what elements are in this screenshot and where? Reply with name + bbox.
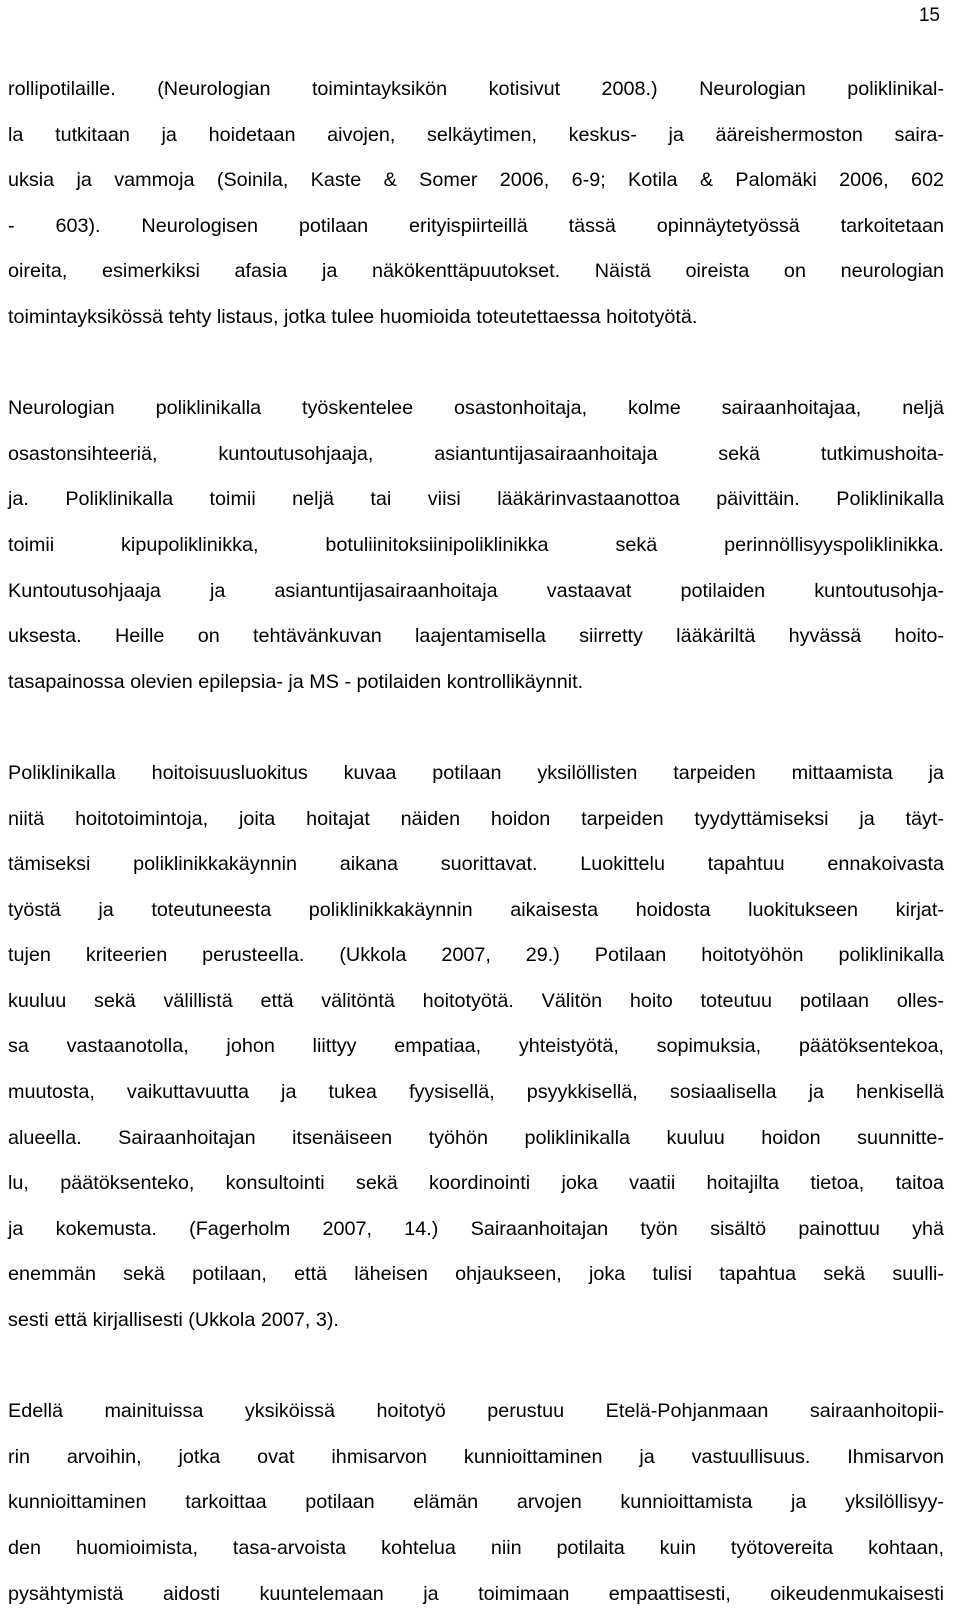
- paragraph-gap: [8, 341, 944, 387]
- text-line: Poliklinikalla hoitoisuusluokitus kuvaa potilaan yksilöllisten tarpeiden mittaamista ja: [8, 761, 944, 784]
- text-line: muutosta, vaikuttavuutta ja tukea fyysisellä, psyykkisellä, sosiaalisella ja henkisellä: [8, 1081, 944, 1104]
- text-line: uksia ja vammoja (Soinila, Kaste & Somer 2006, 6-9; Kotila & Palomäki 2006, 602: [8, 169, 944, 192]
- text-line: kuuluu sekä välillistä että välitöntä hoitotyötä. Välitön hoito toteutuu potilaan olles-: [8, 989, 944, 1012]
- text-line: kunnioittaminen tarkoittaa potilaan elämän arvojen kunnioittamista ja yksilöllisyy-: [8, 1491, 944, 1514]
- text-line: osastonsihteeriä, kuntoutusohjaaja, asiantuntijasairaanhoitaja sekä tutkimushoita-: [8, 442, 944, 465]
- text-line: tämiseksi poliklinikkakäynnin aikana suorittavat. Luokittelu tapahtuu ennakoivasta: [8, 853, 944, 876]
- text-line: lu, päätöksenteko, konsultointi sekä koordinointi joka vaatii hoitajilta tietoa, taitoa: [8, 1172, 944, 1195]
- text-line: rin arvoihin, jotka ovat ihmisarvon kunnioittaminen ja vastuullisuus. Ihmisarvon: [8, 1445, 944, 1468]
- text-line: ja kokemusta. (Fagerholm 2007, 14.) Sairaanhoitajan työn sisältö painottuu yhä: [8, 1217, 944, 1240]
- text-line: sa vastaanotolla, johon liittyy empatiaa, yhteistyötä, sopimuksia, päätöksentekoa,: [8, 1035, 944, 1058]
- text-line: la tutkitaan ja hoidetaan aivojen, selkäytimen, keskus- ja ääreishermoston saira-: [8, 123, 944, 146]
- paragraph-gap: [8, 1344, 944, 1390]
- text-line: tasapainossa olevien epilepsia- ja MS - potilaiden kontrollikäynnit.: [8, 670, 584, 693]
- text-line: Kuntoutusohjaaja ja asiantuntijasairaanhoitaja vastaavat potilaiden kuntoutusohja-: [8, 579, 944, 602]
- text-line: oireita, esimerkiksi afasia ja näkökenttäpuutokset. Näistä oireista on neurologian: [8, 260, 944, 283]
- paragraph-3: [8, 751, 944, 1344]
- page-number: 15: [918, 5, 940, 26]
- text-line: toimintayksikössä tehty listaus, jotka tulee huomioida toteutettaessa hoitotyötä.: [8, 305, 698, 328]
- text-line: työstä ja toteutuneesta poliklinikkakäynnin aikaisesta hoidosta luokitukseen kirjat-: [8, 898, 944, 921]
- paragraph-4: [8, 1389, 944, 1617]
- text-line: den huomioimista, tasa-arvoista kohtelua niin potilaita kuin työtovereita kohtaan,: [8, 1537, 944, 1559]
- text-line: enemmän sekä potilaan, että läheisen ohjaukseen, joka tulisi tapahtua sekä suulli-: [8, 1263, 944, 1286]
- text-line: alueella. Sairaanhoitajan itsenäiseen työhön poliklinikalla kuuluu hoidon suunnitte-: [8, 1126, 944, 1149]
- paragraph-1: [8, 67, 944, 341]
- text-line: sesti että kirjallisesti (Ukkola 2007, 3).: [8, 1309, 339, 1332]
- paragraph-2: [8, 386, 944, 705]
- text-line: Neurologian poliklinikalla työskentelee osastonhoitaja, kolme sairaanhoitajaa, neljä: [8, 397, 944, 420]
- paragraph-gap: [8, 705, 944, 751]
- text-line: - 603). Neurologisen potilaan erityispiirteillä tässä opinnäytetyössä tarkoitetaan: [8, 214, 944, 237]
- body-text: [8, 67, 944, 1617]
- text-line: ja. Poliklinikalla toimii neljä tai viisi lääkärinvastaanottoa päivittäin. Poliklinikalla: [8, 488, 944, 511]
- text-line: rollipotilaille. (Neurologian toimintayksikön kotisivut 2008.) Neurologian poliklinikal-: [8, 78, 944, 100]
- text-line: toimii kipupoliklinikka, botuliinitoksiinipoliklinikka sekä perinnöllisyyspoliklinikka.: [8, 533, 944, 556]
- text-line: uksesta. Heille on tehtävänkuvan laajentamisella siirretty lääkäriltä hyvässä hoito-: [8, 625, 944, 648]
- text-line: pysähtymistä aidosti kuuntelemaan ja toimimaan empaattisesti, oikeudenmukaisesti: [8, 1582, 944, 1605]
- text-line: niitä hoitotoimintoja, joita hoitajat näiden hoidon tarpeiden tyydyttämiseksi ja täyt-: [8, 807, 944, 830]
- text-line: Edellä mainituissa yksiköissä hoitotyö perustuu Etelä-Pohjanmaan sairaanhoitopii-: [8, 1400, 944, 1423]
- text-line: tujen kriteerien perusteella. (Ukkola 2007, 29.) Potilaan hoitotyöhön poliklinikalla: [8, 944, 944, 967]
